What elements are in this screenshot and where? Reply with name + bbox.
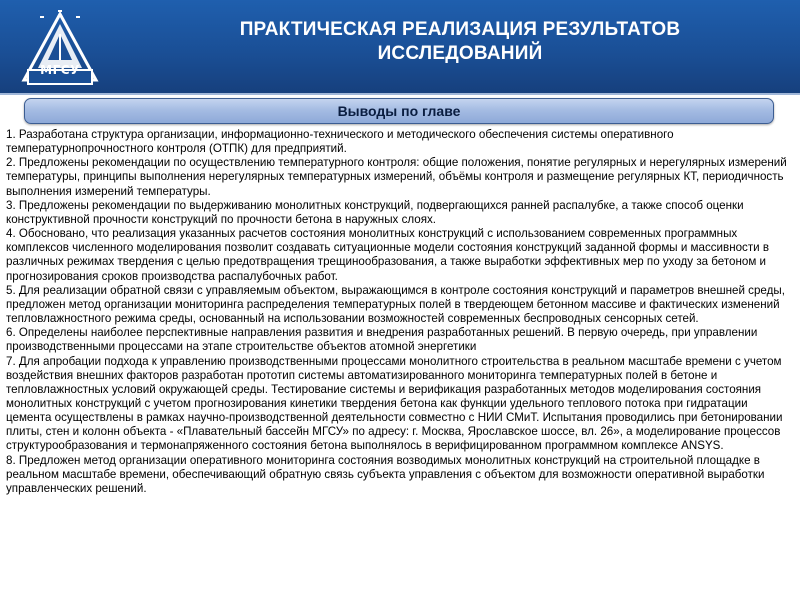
conclusion-item: 8. Предложен метод организации оперативного мониторинга состояния возводимых монолитных конструкций на строительной площадке в реальном масштабе времени, обеспечивающий обратную связь субъекта управления с объектом для возможности оперативной выработки управленческих решений. (6, 453, 765, 495)
conclusion-item: 7. Для апробации подхода к управлению производственными процессами монолитного строительства в реальном масштабе времени с учетом воздействия внешних факторов разработан прототип системы автоматизированного мониторинга температурных полей в бетоне и тепловлажностных условий окружающей среды. Тестирование системы и верификация разработанных методов моделирования состояния монолитных конструкций с учетом прогнозирования кинетики твердения бетона как функции удельного теплового потока при гидратации цемента осуществлены в рамках научно-производственной деятельности совместно с НИИ СМиТ. Испытания проводились при бетонировании плиты, стен и колонн объекта - «Плавательный бассейн МГСУ» по адресу: г. Москва, Ярославское шоссе, вл. 26», а моделирование процессов структурообразования и термонапряженного состояния бетона выполнялось в верифицированном программном комплексе ANSYS. (6, 354, 783, 453)
conclusion-item: 6. Определены наиболее перспективные направления развития и внедрения разработанных решений. В первую очередь, при управлении производственными процессами на этапе строительстве объектов атомной энергетики (6, 326, 758, 354)
logo-label: МГСУ (40, 63, 80, 77)
header-banner (0, 0, 800, 95)
conclusion-item: 2. Предложены рекомендации по осуществлению температурного контроля: общие положения, понятие регулярных и нерегулярных измерений температуры, принципы выполнения нерегулярных температурных измерений, объёмы контроля и размещение регулярных КТ, периодичность выполнения измерений температуры. (6, 156, 787, 198)
conclusion-item: 3. Предложены рекомендации по выдерживанию монолитных конструкций, подвергающихся ранней распалубке, а также способ оценки конструктивной прочности конструкций по прочности бетона в наружных слоях. (6, 198, 744, 226)
conclusion-item: 1. Разработана структура организации, информационно-технического и методического обеспечения системы оперативного температурнопрочностного контроля (ОТПК) для предприятий. (6, 128, 674, 156)
conclusions-text (6, 128, 794, 496)
section-title: Выводы по главе (337, 103, 461, 119)
conclusion-item: 5. Для реализации обратной связи с управляемым объектом, выражающимся в контроле состояния конструкций и параметров внешней среды, предложен метод организации мониторинга распределения температурных полей в твердеющем бетонном массиве и фактических изменений тепловлажностного режима среды, основанный на использовании возможностей современных беспроводных сенсорных сетей. (6, 283, 785, 326)
section-title-bar (24, 98, 774, 124)
page-title-line-1: ПРАКТИЧЕСКАЯ РЕАЛИЗАЦИЯ РЕЗУЛЬТАТОВ (239, 19, 681, 40)
page-title (150, 18, 770, 66)
page-title-line-2: ИССЛЕДОВАНИЙ (377, 43, 543, 64)
header-divider (0, 93, 800, 95)
conclusion-item: 4. Обосновано, что реализация указанных расчетов состояния монолитных конструкций с использованием современных программных комплексов численного моделирования позволит создавать ситуационные модели состояния конструкций заданной формы и массивности в различных режимах твердения с целью предотвращения трещинообразования, а также выработки эффективных мер по уходу за бетоном и прогнозирования сроков производства распалубочных работ. (6, 227, 770, 283)
